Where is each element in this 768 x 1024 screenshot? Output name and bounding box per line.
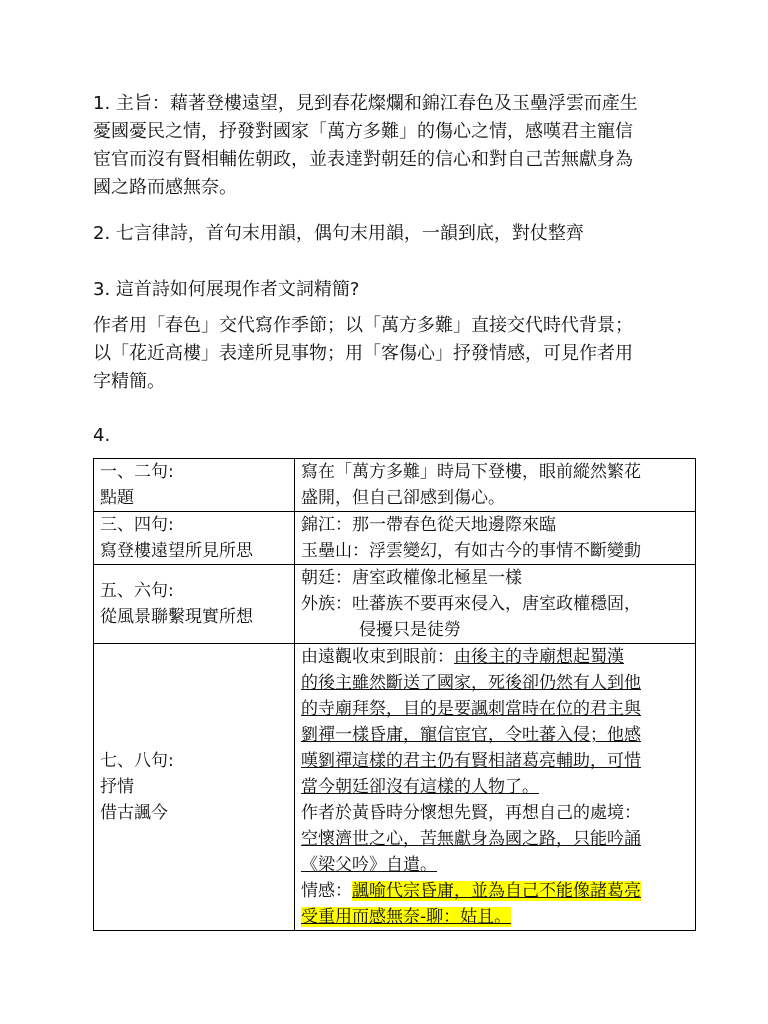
- theme-line: 國之路而感無奈。: [93, 177, 237, 198]
- emotion-label: 情感：: [301, 881, 352, 901]
- table-cell-lines: [94, 565, 295, 644]
- explanation-line: 寫在「萬方多難」時局下登樓，眼前縱然繁花: [301, 462, 641, 482]
- underlined-line: 嘆劉禪這樣的君主仍有賢相諸葛亮輔助，可惜: [301, 751, 641, 771]
- theme-line: 憂國憂民之情，抒發對國家「萬方多難」的傷心之情，感嘆君主寵信: [93, 121, 633, 142]
- explanation-line: [301, 644, 689, 670]
- emotion-line: [301, 904, 689, 930]
- form-text: 2. 七言律詩，首句末用韻，偶句末用韻，一韻到底，對仗整齊: [93, 223, 584, 244]
- item-4-label: [93, 422, 693, 450]
- highlighted-text: 受重用而感無奈-聊：姑且。: [301, 907, 512, 927]
- highlighted-text: 諷喻代宗昏庸，並為自己不能像諸葛亮: [352, 881, 641, 901]
- explanation-line: 朝廷：唐室政權像北極星一樣: [301, 568, 522, 588]
- table-row: [94, 565, 696, 644]
- underlined-line: 的後主雖然斷送了國家，死後卻仍然有人到他: [301, 673, 641, 693]
- lines-summary: 寫登樓遠望所見所思: [100, 541, 253, 561]
- underlined-line: 空懷濟世之心，苦無獻身為國之路，只能吟誦: [301, 829, 641, 849]
- table-row: [94, 512, 696, 565]
- item-4-number: 4.: [93, 425, 111, 446]
- underlined-line: 的寺廟拜祭，目的是要諷刺當時在位的君主與: [301, 699, 641, 719]
- item-3-question: [93, 276, 693, 304]
- explanation-line: 作者於黃昏時分懷想先賢，再想自己的處境：: [301, 803, 641, 823]
- item-3-answer: [93, 312, 693, 396]
- explanation-line: 玉壘山：浮雲變幻，有如古今的事情不斷變動: [301, 541, 641, 561]
- table-cell-explanation: [295, 459, 696, 512]
- table-cell-lines: [94, 644, 295, 931]
- table-cell-explanation: [295, 512, 696, 565]
- lines-label: 一、二句:: [100, 462, 174, 482]
- lines-summary: 點題: [100, 488, 134, 508]
- analysis-table: [93, 458, 696, 931]
- lines-label: 三、四句:: [100, 515, 174, 535]
- table-row: [94, 644, 696, 931]
- lines-label: 五、六句:: [100, 581, 174, 601]
- answer-line: 以「花近高樓」表達所見事物；用「客傷心」抒發情感，可見作者用: [93, 343, 633, 364]
- theme-line: 1. 主旨：藉著登樓遠望，見到春花燦爛和錦江春色及玉壘浮雲而產生: [93, 93, 638, 114]
- lines-summary: 借古諷今: [100, 803, 168, 823]
- intro-text: 由遠觀收束到眼前：: [301, 647, 454, 667]
- lines-label: 七、八句:: [100, 751, 174, 771]
- item-1-theme: [93, 90, 693, 202]
- lines-summary: 抒情: [100, 777, 134, 797]
- table-cell-explanation: [295, 644, 696, 931]
- theme-line: 宦官而沒有賢相輔佐朝政，並表達對朝廷的信心和對自己苦無獻身為: [93, 149, 633, 170]
- item-2-form: [93, 220, 693, 248]
- underlined-line: 當今朝廷卻沒有這樣的人物了。: [301, 777, 539, 797]
- explanation-line: 侵擾只是徒勞: [359, 620, 461, 640]
- underlined-line: 劉禪一樣昏庸，寵信宦官，令吐蕃入侵；他感: [301, 725, 641, 745]
- table-cell-explanation: [295, 565, 696, 644]
- table-cell-lines: [94, 459, 295, 512]
- underlined-line: 《梁父吟》自遣。: [301, 855, 437, 875]
- question-text: 3. 這首詩如何展現作者文詞精簡?: [93, 279, 360, 300]
- lines-summary: 從風景聯繫現實所想: [100, 607, 253, 627]
- explanation-line: 盛開，但自己卻感到傷心。: [301, 488, 505, 508]
- explanation-line: 錦江：那一帶春色從天地邊際來臨: [301, 515, 556, 535]
- answer-line: 字精簡。: [93, 371, 165, 392]
- table-cell-lines: [94, 512, 295, 565]
- underlined-text: 由後主的寺廟想起蜀漢: [454, 647, 624, 667]
- table-row: [94, 459, 696, 512]
- answer-line: 作者用「春色」交代寫作季節；以「萬方多難」直接交代時代背景；: [93, 315, 633, 336]
- emotion-line: [301, 878, 689, 904]
- explanation-line: 外族：吐蕃族不要再來侵入，唐室政權穩固，: [301, 594, 641, 614]
